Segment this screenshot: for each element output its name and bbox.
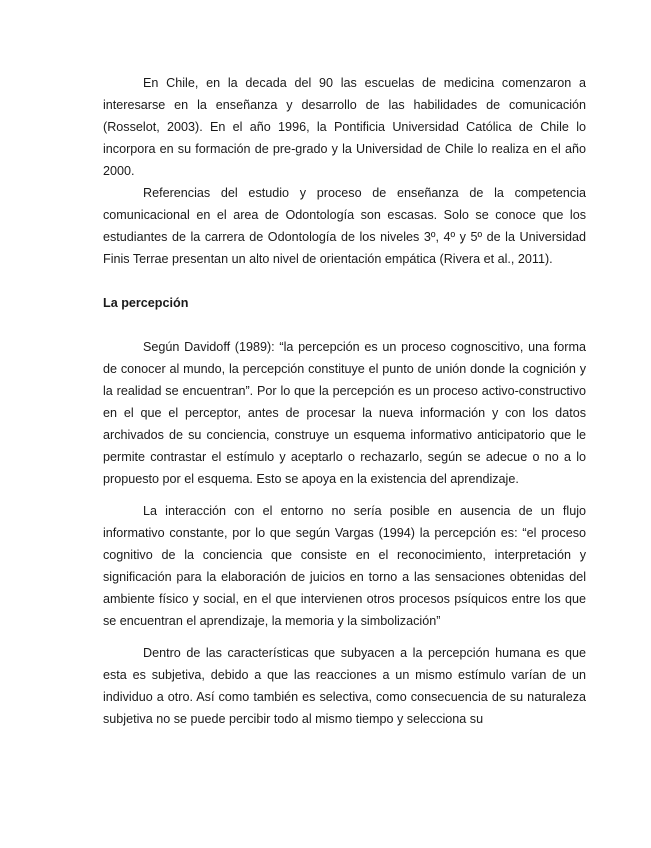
paragraph-vargas: La interacción con el entorno no sería posible en ausencia de un flujo informativo constante, por lo que según Vargas (1994) la percepción es: “el proceso cognitivo de la conciencia que consiste en el reconocimiento, interpretación y significación para la elaboración de juicios en torno a las sensaciones obtenidas del ambiente físico y social, en el que intervienen otros procesos psíquicos entre los que se encuentran el aprendizaje, la memoria y la simbolización” [103, 504, 586, 628]
section-heading-percepcion: La percepción [103, 296, 189, 310]
document-page [103, 72, 586, 730]
paragraph-odontology-references: Referencias del estudio y proceso de enseñanza de la competencia comunicacional en el area de Odontología son escasas. Solo se conoce que los estudiantes de la carrera de Odontología de los niveles 3º, 4º y 5º de la Universidad Finis Terrae presentan un alto nivel de orientación empática (Rivera et al., 2011). [103, 186, 586, 266]
paragraph-characteristics: Dentro de las características que subyacen a la percepción humana es que esta es subjetiva, debido a que las reacciones a un mismo estímulo varían de un individuo a otro. Así como también es selectiva, como consecuencia de su naturaleza subjetiva no se puede percibir todo al mismo tiempo y selecciona su [103, 646, 586, 726]
paragraph-chile-medicine: En Chile, en la decada del 90 las escuelas de medicina comenzaron a interesarse en la enseñanza y desarrollo de las habilidades de comunicación (Rosselot, 2003). En el año 1996, la Pontificia Universidad Católica de Chile lo incorpora en su formación de pre-grado y la Universidad de Chile lo realiza en el año 2000. [103, 76, 586, 178]
paragraph-davidoff: Según Davidoff (1989): “la percepción es un proceso cognoscitivo, una forma de conocer al mundo, la percepción constituye el punto de unión donde la cognición y la realidad se encuentran”. Por lo que la percepción es un proceso activo-constructivo en el que el perceptor, antes de procesar la nueva información y con los datos archivados de su conciencia, construye un esquema informativo anticipatorio que le permite contrastar el estímulo y aceptarlo o rechazarlo, según se adecue o no a lo propuesto por el esquema. Esto se apoya en la existencia del aprendizaje. [103, 340, 586, 486]
